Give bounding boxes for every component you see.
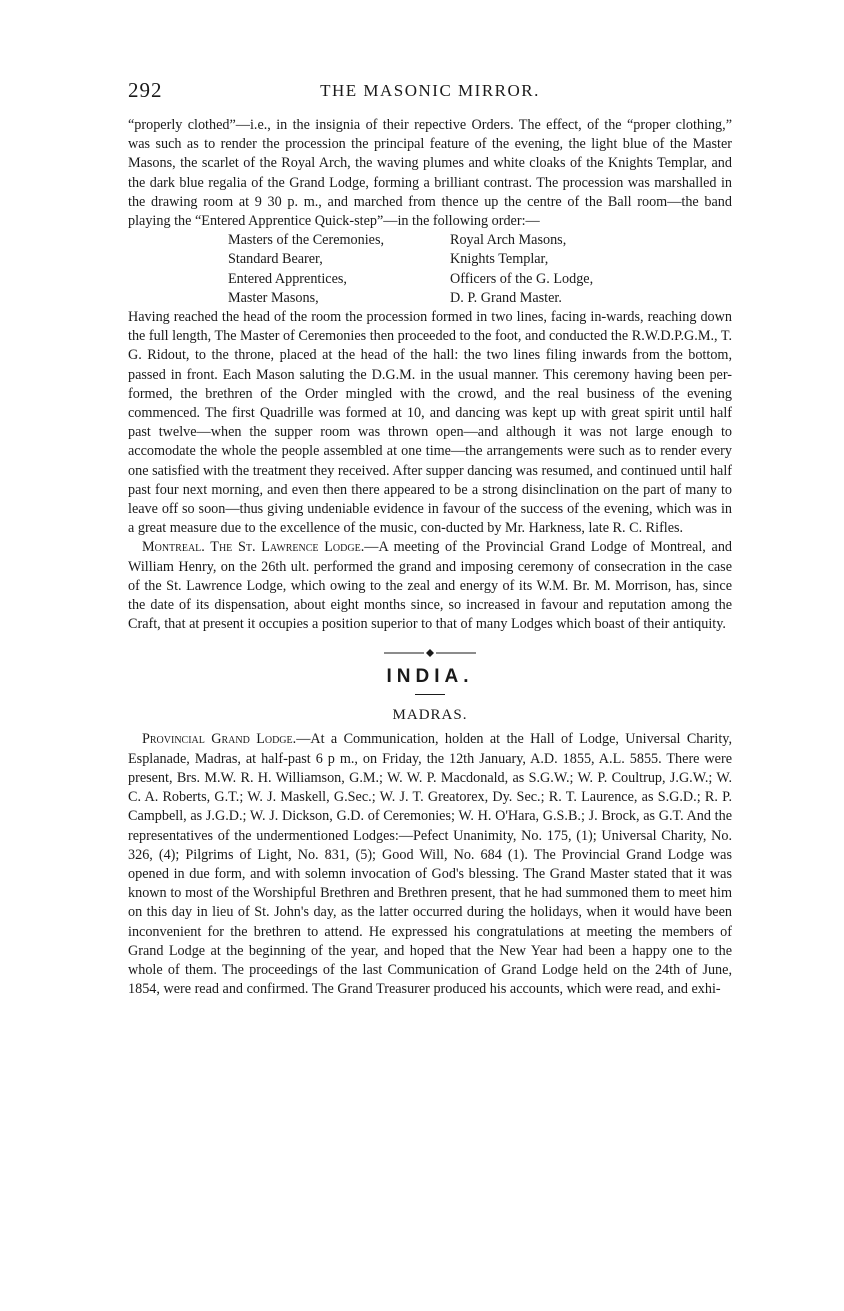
procession-item: Officers of the G. Lodge,: [450, 270, 594, 287]
ornament-diamond-icon: [384, 648, 476, 658]
paragraph-procession: “properly clothed”—i.e., in the insignia of their repective Orders. The effect, of the “proper clothing,” was such as to render the procession the principal feature of the evening, the light blue of the Master Masons, the scarlet of the Royal Arch, the waving plumes and white cloaks of the Knights Templar, and the dark blue regalia of the Grand Lodge, forming a brilliant contrast. The procession was marshalled in the drawing room at 9 30 p. m., and marched from thence up the centre of the Ball room—the band playing the “Entered Apprentice Quick-step”—in the following order:—: [128, 117, 732, 230]
sub-heading: MADRAS.: [392, 707, 468, 724]
procession-item: Knights Templar,: [450, 251, 549, 268]
procession-item: Standard Bearer,: [228, 251, 323, 268]
procession-item: Masters of the Ceremonies,: [228, 232, 385, 249]
madras-lead: Provincial Grand Lodge.: [142, 731, 297, 748]
procession-item: Royal Arch Masons,: [450, 232, 567, 249]
procession-order-list: [228, 231, 732, 308]
procession-item: Master Masons,: [228, 289, 319, 306]
ornament-divider: [128, 648, 732, 658]
procession-item: D. P. Grand Master.: [450, 289, 562, 306]
heading-rule: [415, 694, 445, 695]
madras-text: —At a Communication, holden at the Hall of Lodge, Universal Charity, Esplanade, Madras, at half-past 6 p m., on Friday, the 12th January, A.D. 1855, A.L. 5855. There were present, Brs. M.W. R. H. Williamson, G.M.; W. W. P. Macdonald, as S.G.W.; W. P. Coultrup, J.G.W.; W. C. A. Roberts, G.T.; W. J. Maskell, G.Sec.; W. J. T. Greatorex, Dy. Sec.; R. T. Laurence, as S.G.D.; R. P. Campbell, as J.G.D.; W. J. Dickson, G.D. of Ceremonies; W. H. O'Hara, G.S.B.; J. Brock, as G.T. And the representatives of the undermentioned Lodges:—Pefect Unanimity, No. 175, (1); Universal Charity, No. 326, (4); Pilgrims of Light, No. 831, (5); Good Will, No. 684 (1). The Provincial Grand Lodge was opened in due form, and with solemn invocation of God's blessing. The Grand Master stated that it was known to most of the Worshipful Brethren and Brethren present, that he had summoned them to meet him on this day in lieu of St. John's day, as the latter occurred during the holidays, when it would have been inconvenient for the brethren to attend. He expressed his congratulations at meeting the members of Grand Lodge at the beginning of the year, and hoped that the New Year had been a happy one to the whole of them. The proceedings of the last Communication of Grand Lodge held on the 24th of June, 1854, were read and confirmed. The Grand Treasurer produced his accounts, which were read, and exhi-: [128, 731, 733, 998]
running-title: THE MASONIC MIRROR.: [320, 81, 540, 100]
montreal-text: —A meeting of the Provincial Grand Lodge of Montreal, and William Henry, on the 26th ult. performed the grand and imposing ceremony of consecration in the case of the St. Lawrence Lodge, which owing to the zeal and energy of its W.M. Br. M. Morrison, has, since the date of its dispensation, about eight months since, so increased in favour and reputation among the Craft, that at present it occupies a position superior to that of many Lodges which boast of their antiquity.: [128, 539, 733, 633]
paragraph-ceremony: Having reached the head of the room the procession formed in two lines, facing in-wards, reaching down the full length, The Master of Ceremonies then proceeded to the foot, and conducted the R.W.D.P.G.M., T. G. Ridout, to the throne, placed at the head of the hall: the two lines filing inwards from the bottom, passed in front. Each Mason saluting the D.G.M. in the usual manner. This ceremony having been per-formed, the brethren of the Order mingled with the crowd, and the real business of the evening commenced. The first Quadrille was formed at 10, and dancing was kept up with great spirit until half past twelve—when the supper room was thrown open—and although it was not large enough to accomodate the whole the people assembled at one time—the arrangements were such as to render every one satisfied with the treatment they received. After supper dancing was resumed, and continued until half past four next morning, and even then there appeared to be a strong disinclination on the part of many to leave off so soon—thus giving undeniable evidence in favour of the success of the evening, which was in a great measure due to the excellence of the music, con-ducted by Mr. Harkness, late R. C. Rifles.: [128, 309, 732, 537]
paragraph-montreal: [128, 538, 732, 634]
procession-item: Entered Apprentices,: [228, 270, 347, 287]
montreal-lead: Montreal. The St. Lawrence Lodge.: [142, 539, 365, 556]
running-head: [128, 78, 732, 108]
page-number: 292: [128, 78, 163, 102]
section-heading: INDIA.: [386, 666, 474, 688]
paragraph-madras: [128, 730, 732, 999]
